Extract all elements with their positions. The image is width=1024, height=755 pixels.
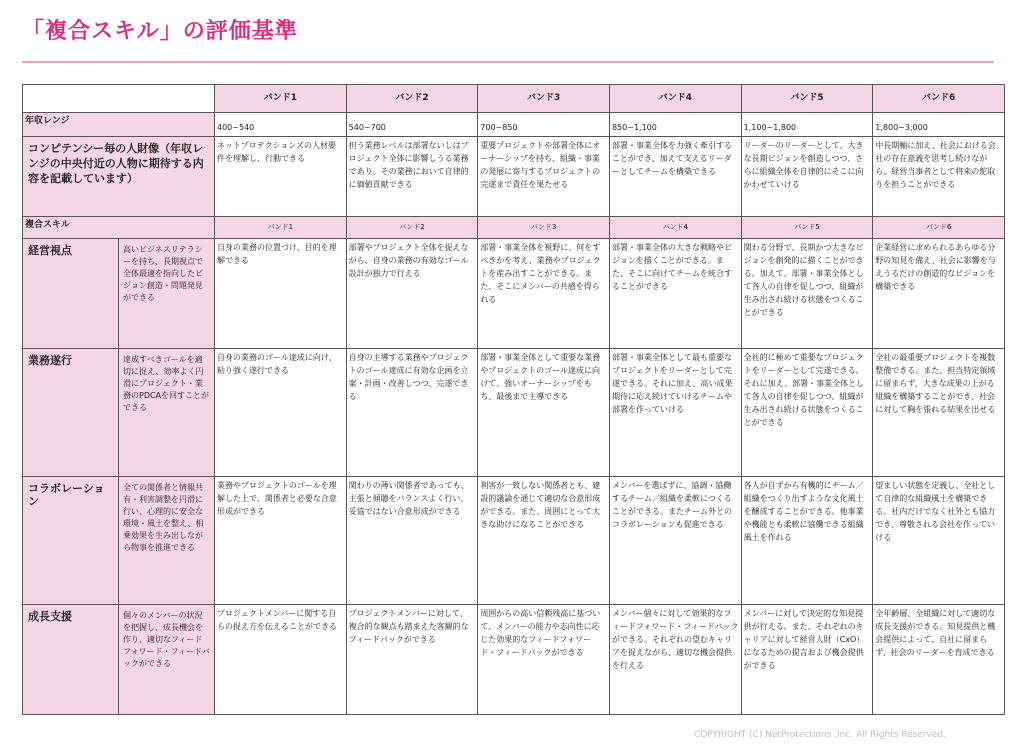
skill-cell: 部署・事業全体として重要な業務やプロジェクトのゴール達成に向けて、強いオーナーシップをもち、最後まで主導できる — [478, 349, 610, 477]
skill-cell: 部署・事業全体として最も重要なプロジェクトをリーダーとして完遂できる。それに加え、高い成果期待に応え続けていけるチームや部署を作っていける — [609, 349, 741, 477]
salary-cell: 1,800~3,000 — [873, 113, 1005, 137]
page-title: 「複合スキル」の評価基準 — [22, 19, 298, 44]
band-header-4: バンド4 — [609, 85, 741, 113]
skill-cell: 全社的に極めて重要なプロジェクトをリーダーとして完遂できる。それに加え、部署・事業全体として各人の自律を促しつつ、組織が生み出され続ける状態をつくることができる — [741, 349, 873, 477]
skill-band-header-6: バンド6 — [873, 217, 1005, 239]
skill-cell: 自身の業務のゴール達成に向け、粘り強く遂行できる — [215, 349, 347, 477]
skill-row-growth-support — [23, 605, 1005, 715]
skill-row-collaboration — [23, 477, 1005, 605]
salary-row — [23, 113, 1005, 137]
band-header-row — [23, 85, 1005, 113]
salary-cell: 700~850 — [478, 113, 610, 137]
skill-band-header-5: バンド5 — [741, 217, 873, 239]
title-underline — [22, 61, 994, 63]
salary-cell: 400~540 — [215, 113, 347, 137]
skill-name: 経営視点 — [23, 239, 119, 349]
skill-row-management — [23, 239, 1005, 349]
skill-cell: 業務やプロジェクトのゴールを理解した上で、関係者と必要な合意形成ができる — [215, 477, 347, 605]
header-blank-cell — [23, 85, 215, 113]
band-header-5: バンド5 — [741, 85, 873, 113]
skill-cell: 周囲からの高い信頼残高に基づいて、メンバーの能力や志向性に応じた効果的なフィードフォワード・フィードバックができる — [478, 605, 610, 715]
skill-cell: プロジェクトメンバーに関する自らの捉え方を伝えることができる — [215, 605, 347, 715]
skill-cell: 全年齢層、全組織に対して適切な成長支援ができる。知見提供と機会提供によって、自社に留まらず、社会のリーダーを育成できる — [873, 605, 1005, 715]
skills-header-row — [23, 217, 1005, 239]
skill-desc: 個々のメンバーの状況を把握し、成長機会を作り、適切なフィードフォワード・フィードバックができる — [119, 605, 215, 715]
skill-cell: 部署・事業全体を視野に、何をすべきかを考え、業務やプロジェクトを産み出すことができる。また、そこにメンバーの共感を得られる — [478, 239, 610, 349]
band-header-6: バンド6 — [873, 85, 1005, 113]
skill-cell: 関わる分野で、長期かつ大きなビジョンを創発的に描くことができる。加えて、部署・事業全体として各人の自律を促しつつ、組織が生み出され続ける状態をつくることができる — [741, 239, 873, 349]
band-header-2: バンド2 — [346, 85, 478, 113]
skill-desc: 高いビジネスリテラシーを持ち、長期視点で全体最適を指向したビジョン創造・問題発見ができる — [119, 239, 215, 349]
salary-label: 年収レンジ — [23, 113, 215, 137]
skill-cell: メンバー個々に対して効果的なフィードフォワード・フィードバックができる。それぞれの望むキャリアを捉えながら、適切な機会提供を行える — [609, 605, 741, 715]
salary-cell: 540~700 — [346, 113, 478, 137]
ideal-label: コンピテンシー毎の人財像（年収レンジの中央付近の人物に期待する内容を記載しています） — [23, 137, 215, 217]
ideal-row — [23, 137, 1005, 217]
ideal-cell: 重要プロジェクトや部署全体にオーナーシップを持ち、組織・事業の発展に寄与するプロジェクトの完遂まで責任を果たせる — [478, 137, 610, 217]
ideal-cell: 部署・事業全体を力強く牽引することができ、加えて支えるリーダーとしてチームを構築できる — [609, 137, 741, 217]
evaluation-table — [22, 84, 1005, 715]
skill-band-header-3: バンド3 — [478, 217, 610, 239]
band-header-3: バンド3 — [478, 85, 610, 113]
skill-cell: 関わりの薄い関係者であっても、主張と傾聴をバランスよく行い、妥協ではない合意形成ができる — [346, 477, 478, 605]
skill-cell: メンバーを選ばずに、協調・協働するチーム／組織を柔軟につくることができる。またチーム外とのコラボレーションも促進できる — [609, 477, 741, 605]
salary-cell: 850~1,100 — [609, 113, 741, 137]
skill-desc: 全ての関係者と情報共有・利害調整を円滑に行い、心理的に安全な環境・風土を整え、相乗効果を生み出しながら物事を推進できる — [119, 477, 215, 605]
skill-name: 業務遂行 — [23, 349, 119, 477]
skill-cell: プロジェクトメンバーに対して、複合的な観点も踏まえた客観的なフィードバックができる — [346, 605, 478, 715]
skill-cell: 部署・事業全体の大きな戦略やビジョンを描くことができる。また、そこに向けてチームを統合することができる — [609, 239, 741, 349]
skill-cell: 全社の最重要プロジェクトを複数整備できる。また、担当特定領域に留まらず、大きな成果の上がる組織を構築することができ、社会に対して胸を張れる結果を出せる — [873, 349, 1005, 477]
ideal-cell: 中長期軸に加え、社会における会社の存在意義を思考し続けながら、経営当事者として将来の舵取りを担うことができる — [873, 137, 1005, 217]
band-header-1: バンド1 — [215, 85, 347, 113]
skill-cell: 企業経営に求められるあらゆる分野の知見を備え、社会に影響を与えうるだけの創造的なビジョンを構築できる — [873, 239, 1005, 349]
skill-name: コラボレーション — [23, 477, 119, 605]
skill-cell: 自身の主導する業務やプロジェクトのゴール達成に有効な企画を立案・計画・改善しつつ、完遂できる — [346, 349, 478, 477]
skill-cell: 利害が一致しない関係者とも、建設的議論を通じて適切な合意形成ができる。また、周囲にとって大きな助けになることができる — [478, 477, 610, 605]
skill-cell: 望ましい状態を定義し、全社として自律的な組織風土を構築できる。社内だけでなく社外とも協力でき、尊敬される会社を作っていける — [873, 477, 1005, 605]
skill-desc: 達成すべきゴールを適切に捉え、効率よく円滑にプロジェクト・業務のPDCAを回すことができる — [119, 349, 215, 477]
copyright-notice: COPYRIGHT (C) NetProtections ,Inc. All Rights Reserved. — [693, 730, 946, 740]
skill-cell: メンバーに対して決定的な知見提供が行える。また、それぞれのキャリアに対して経営人財（CxO）になるための提言および機会提供ができる — [741, 605, 873, 715]
skill-row-execution — [23, 349, 1005, 477]
ideal-cell: 担う業務レベルは部署ないしはプロジェクト全体に影響しうる業務であり、その業務において自律的に価値貢献できる — [346, 137, 478, 217]
skill-band-header-4: バンド4 — [609, 217, 741, 239]
skill-band-header-2: バンド2 — [346, 217, 478, 239]
skill-band-header-1: バンド1 — [215, 217, 347, 239]
skill-name: 成長支援 — [23, 605, 119, 715]
ideal-cell: リーダーのリーダーとして、大きな長期ビジョンを創造しつつ、さらに組織全体を自律的にそこに向かわせていける — [741, 137, 873, 217]
skills-label: 複合スキル — [23, 217, 215, 239]
skill-cell: 自身の業務の位置づけ、目的を理解できる — [215, 239, 347, 349]
salary-cell: 1,100~1,800 — [741, 113, 873, 137]
ideal-cell: ネットプロテクションズの人材要件を理解し、行動できる — [215, 137, 347, 217]
skill-cell: 各人が自ずから有機的にチーム／組織をつくり出すような文化風土を醸成することができる。他事業や機能とも柔軟に協働できる組織風土を作れる — [741, 477, 873, 605]
skill-cell: 部署やプロジェクト全体を捉えながら、自身の業務の有効なゴール設計が独力で行える — [346, 239, 478, 349]
